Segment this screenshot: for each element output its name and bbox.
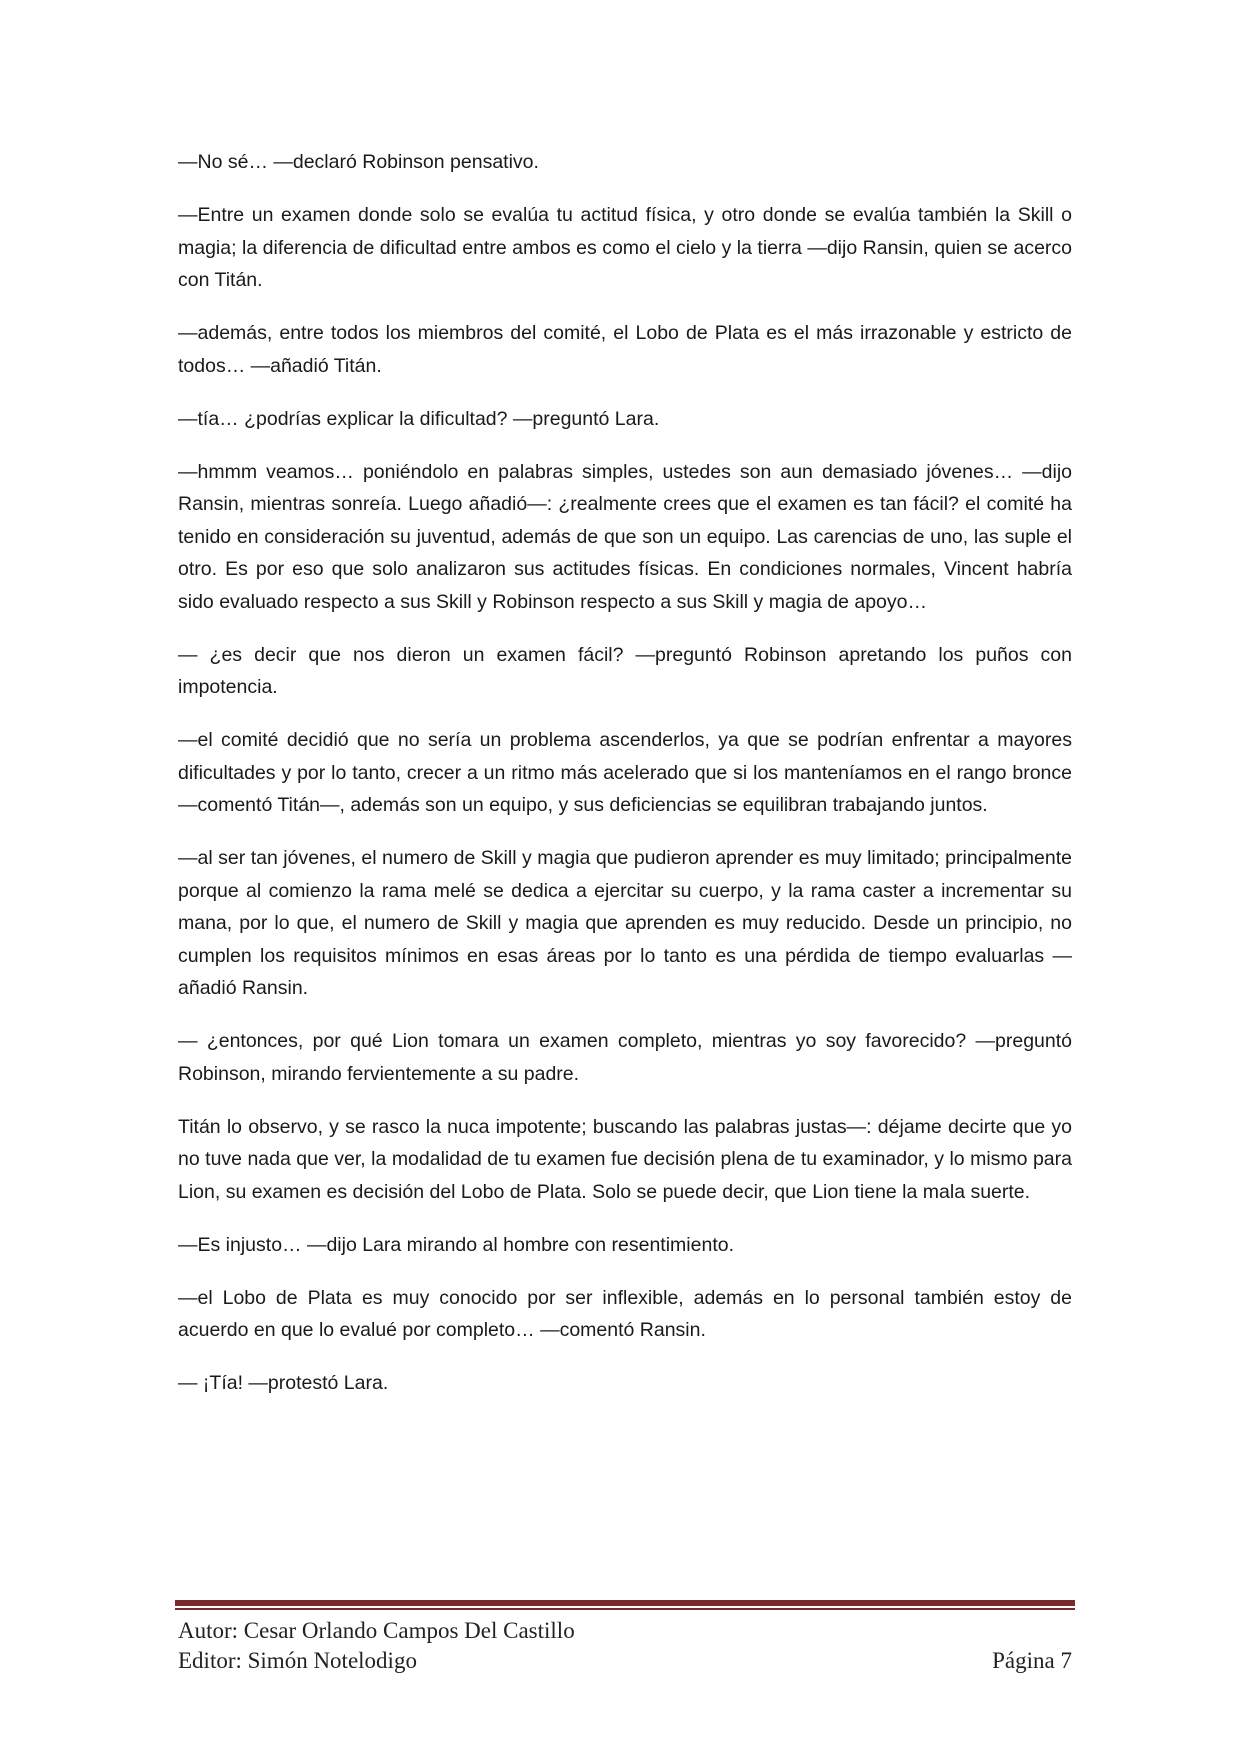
footer-author-row: [178, 1616, 1072, 1646]
body-text: [178, 146, 1072, 1420]
footer-page-number: Página 7: [992, 1648, 1072, 1673]
paragraph-8: —al ser tan jóvenes, el numero de Skill y magia que pudieron aprender es muy limitado; principalmente porque al comienzo la rama melé se dedica a ejercitar su cuerpo, y la rama caster a incrementar su mana, por lo que, el numero de Skill y magia que aprenden es muy reducido. Desde un principio, no cumplen los requisitos mínimos en esas áreas por lo tanto es una pérdida de tiempo evaluarlas —añadió Ransin.: [178, 847, 1072, 999]
footer-divider-thick: [175, 1600, 1075, 1606]
footer-author: Autor: Cesar Orlando Campos Del Castillo: [178, 1618, 575, 1643]
paragraph-9: — ¿entonces, por qué Lion tomara un examen completo, mientras yo soy favorecido? —preguntó Robinson, mirando fervientemente a su padre.: [178, 1030, 1072, 1085]
paragraph-13: — ¡Tía! —protestó Lara.: [178, 1372, 389, 1394]
paragraph-12: —el Lobo de Plata es muy conocido por ser inflexible, además en lo personal también estoy de acuerdo en que lo evalué por completo… —comentó Ransin.: [178, 1286, 1072, 1341]
footer-divider-thin: [175, 1608, 1075, 1610]
paragraph-4: —tía… ¿podrías explicar la dificultad? —preguntó Lara.: [178, 407, 660, 430]
page-footer: [178, 1616, 1072, 1676]
paragraph-11: —Es injusto… —dijo Lara mirando al hombre con resentimiento.: [178, 1233, 735, 1256]
paragraph-5: —hmmm veamos… poniéndolo en palabras simples, ustedes son aun demasiado jóvenes… —dijo Ransin, mientras sonreía. Luego añadió—: ¿realmente crees que el examen es tan fácil? el comité ha tenido en consideración su juventud, además de que son un equipo. Las carencias de uno, las suple el otro. Es por eso que solo analizaron sus actitudes físicas. En condiciones normales, Vincent habría sido evaluado respecto a sus Skill y Robinson respecto a sus Skill y magia de apoyo…: [178, 460, 1072, 613]
footer-divider: [175, 1600, 1075, 1610]
paragraph-2: —Entre un examen donde solo se evalúa tu actitud física, y otro donde se evalúa también la Skill o magia; la diferencia de dificultad entre ambos es como el cielo y la tierra —dijo Ransin, quien se acerco con Titán.: [178, 204, 1072, 291]
paragraph-6: — ¿es decir que nos dieron un examen fácil? —preguntó Robinson apretando los puños con impotencia.: [178, 643, 1072, 698]
paragraph-7: —el comité decidió que no sería un problema ascenderlos, ya que se podrían enfrentar a mayores dificultades y por lo tanto, crecer a un ritmo más acelerado que si los manteníamos en el rango bronce —comentó Titán—, además son un equipo, y sus deficiencias se equilibran trabajando juntos.: [178, 729, 1072, 816]
paragraph-10: Titán lo observo, y se rasco la nuca impotente; buscando las palabras justas—: déjame decirte que yo no tuve nada que ver, la modalidad de tu examen fue decisión plena de tu examinador, y lo mismo para Lion, su examen es decisión del Lobo de Plata. Solo se puede decir, que Lion tiene la mala suerte.: [178, 1115, 1072, 1203]
footer-editor: Editor: Simón Notelodigo: [178, 1648, 417, 1673]
paragraph-3: —además, entre todos los miembros del comité, el Lobo de Plata es el más irrazonable y estricto de todos… —añadió Titán.: [178, 322, 1072, 377]
paragraph-1: —No sé… —declaró Robinson pensativo.: [178, 151, 539, 173]
footer-editor-row: [178, 1646, 1072, 1676]
